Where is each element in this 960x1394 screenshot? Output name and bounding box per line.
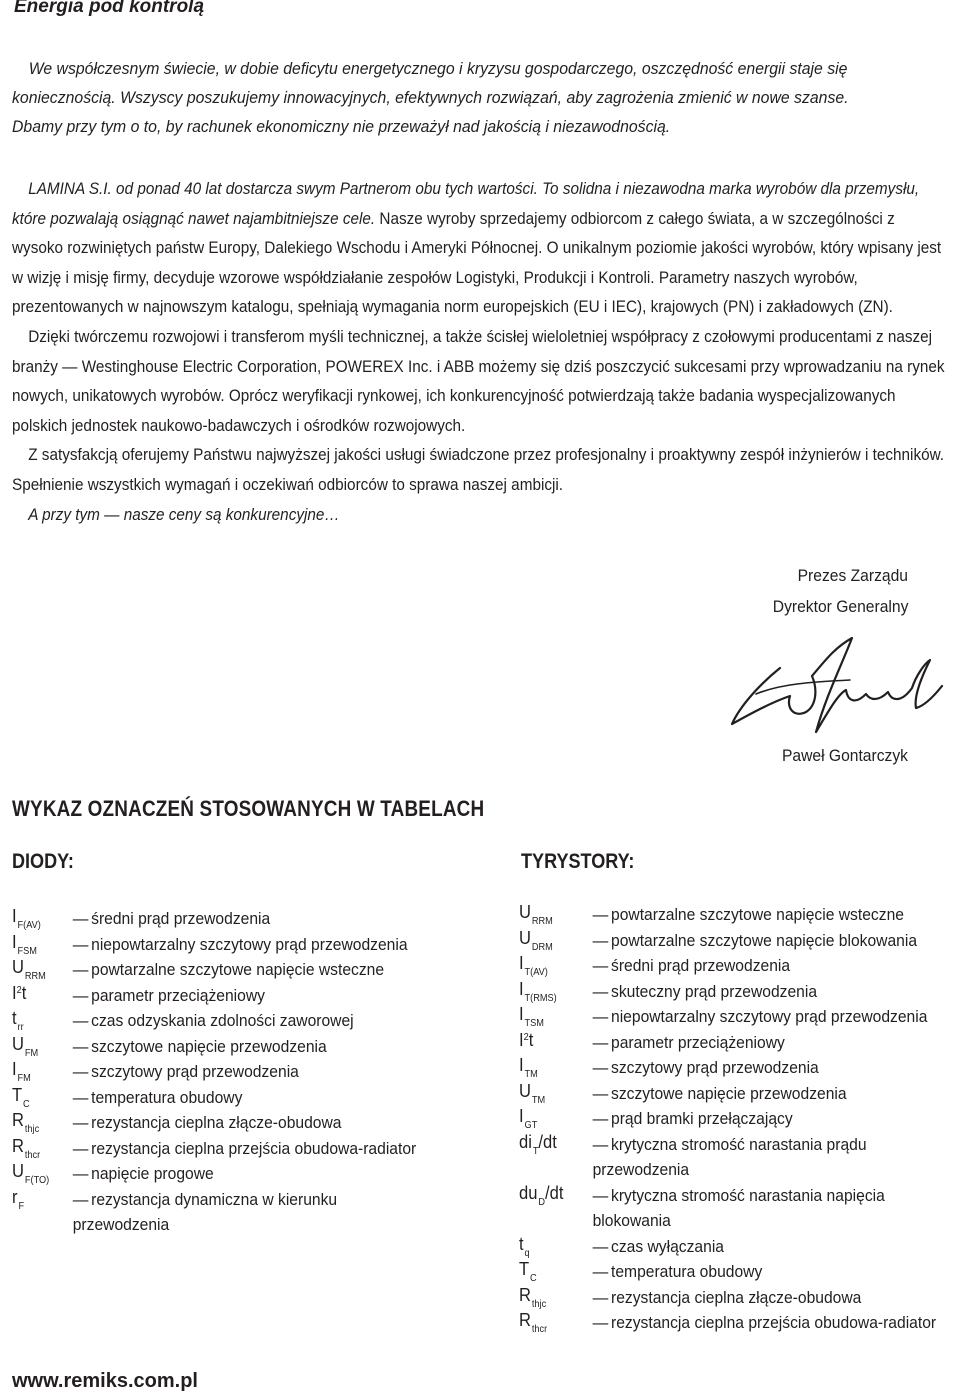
description: ― temperatura obudowy — [72, 1087, 243, 1107]
symbol: $I_{GT}$ — [519, 1106, 538, 1131]
signature-role-1: Prezes Zarządu — [797, 566, 908, 585]
description: ― skuteczny prąd przewodzenia — [592, 981, 818, 1001]
body-paragraph-1-rest: Nasze wyroby sprzedajemy odbiorcom z całego świata, a w szczególności z wysoko rozwiniętych państw Europy, Dalekiego Wschodu i Ameryki Północnej. O unikalnym poziomie jakości wyrobów, który wpisany jest w wizję i misję firmy, decyduje wzorowe współdziałanie zespołów Logistyki, Produkcji i Kontroli. Parametry naszych wyrobów, prezentowanych w najnowszym katalogu, spełniają wymagania norm europejskich (EU i IEC), krajowych (PN) i zakładowych (ZN). — [12, 208, 942, 317]
symbol: $I_{TM}$ — [519, 1055, 538, 1080]
legend-row — [519, 953, 951, 979]
description: ― czas odzyskania zdolności zaworowej — [72, 1011, 354, 1030]
legend-row — [12, 1085, 444, 1111]
tyrystory-legend — [519, 902, 951, 1336]
legend-row — [12, 957, 444, 983]
diody-heading: DIODY: — [12, 850, 74, 873]
description: ― prąd bramki przełączający — [592, 1109, 793, 1128]
description: ― parametr przeciążeniowy — [72, 985, 265, 1005]
symbol: $R_{thjc}$ — [519, 1284, 547, 1310]
description: ― powtarzalne szczytowe napięcie wsteczne — [72, 960, 385, 979]
description: ― szczytowe napięcie przewodzenia — [592, 1083, 847, 1103]
legend-row — [12, 1187, 444, 1238]
description: ― szczytowe napięcie przewodzenia — [72, 1036, 327, 1056]
description: ― szczytowy prąd przewodzenia — [592, 1058, 819, 1077]
legend-row — [12, 1059, 444, 1085]
symbol: $I_{TSM}$ — [519, 1004, 544, 1029]
symbol: $T_C$ — [12, 1084, 30, 1110]
legend-row — [519, 1030, 951, 1056]
description: ― krytyczna stromość narastania napięcia blokowania — [592, 1185, 885, 1230]
legend-row — [519, 1310, 951, 1336]
symbol: $U_{TM}$ — [519, 1080, 546, 1106]
symbol: $r_F$ — [12, 1186, 25, 1212]
legend-row — [12, 1034, 444, 1060]
symbol: $U_{RRM}$ — [12, 957, 46, 982]
description: ― szczytowy prąd przewodzenia — [72, 1062, 299, 1081]
legend-row — [519, 1055, 951, 1081]
legend-row — [519, 902, 951, 928]
description: ― rezystancja dynamiczna w kierunku przewodzenia — [72, 1189, 338, 1234]
body-text — [12, 174, 948, 529]
legend-row — [519, 1081, 951, 1107]
signature-name: Paweł Gontarczyk — [781, 746, 908, 765]
tyrystory-heading: TYRYSTORY: — [521, 850, 635, 873]
signature-role-2: Dyrektor Generalny — [772, 597, 908, 616]
symbol: $t_q$ — [519, 1233, 530, 1259]
description: ― parametr przeciążeniowy — [592, 1032, 785, 1052]
legend-row — [12, 1110, 444, 1136]
legend-row — [519, 1285, 951, 1311]
description: ― rezystancja cieplna przejścia obudowa-radiator — [592, 1313, 937, 1332]
body-paragraph-1-lead: LAMINA S.I. od ponad 40 lat dostarcza swym Partnerom obu tych wartości. — [28, 179, 538, 198]
intro-paragraph-2: Dbamy przy tym o to, by rachunek ekonomiczny nie przeważył nad jakością i niezawodnością. — [12, 117, 671, 136]
description: ― rezystancja cieplna złącze-obudowa — [72, 1113, 342, 1132]
legend-row — [12, 932, 444, 958]
legend-row — [519, 928, 951, 954]
legend-row — [12, 1161, 444, 1187]
website-url: www.remiks.com.pl — [12, 1370, 198, 1392]
body-paragraph-3: Z satysfakcją oferujemy Państwu najwyższej jakości usługi świadczone przez profesjonalny i proaktywny zespół inżynierów i techników. Spełnienie wszystkich wymagań i oczekiwań odbiorców to sprawa naszej ambicji. — [12, 445, 945, 494]
symbol: $I_{FSM}$ — [12, 931, 37, 957]
symbol: $du_D/dt$ — [519, 1182, 564, 1208]
symbol: $I_{F(AV)}$ — [12, 906, 41, 931]
symbol: $R_{thcr}$ — [12, 1135, 41, 1161]
description: ― rezystancja cieplna przejścia obudowa-radiator — [72, 1138, 417, 1158]
diody-legend — [12, 906, 444, 1238]
symbol: $I^2t$ — [12, 982, 27, 1003]
handwritten-signature — [720, 624, 960, 744]
symbol: $I_{T(AV)}$ — [519, 953, 548, 978]
legend-row — [12, 983, 444, 1009]
symbol: $I_{FM}$ — [12, 1059, 31, 1084]
symbol: $R_{thcr}$ — [519, 1310, 548, 1335]
symbol: $U_{DRM}$ — [519, 927, 553, 953]
legend-row — [519, 979, 951, 1005]
description: ― krytyczna stromość narastania prądu przewodzenia — [592, 1134, 867, 1179]
body-paragraph-2: Dzięki twórczemu rozwojowi i transferom myśli technicznej, a także ścisłej wieloletniej współpracy z czołowymi producentami z naszej branży ― Westinghouse Electric Corporation, POWEREX Inc. i ABB możemy się dziś poszczycić sukcesami przy wprowadzaniu na rynek nowych, unikatowych wyrobów. Oprócz weryfikacji rynkowej, ich konkurencyjność potwierdzają także badania wyspecjalizowanych polskich jednostek naukowo-badawczych i ośrodków rozwojowych. — [12, 326, 945, 435]
symbol: $U_{RRM}$ — [519, 902, 553, 927]
description: ― średni prąd przewodzenia — [592, 956, 791, 975]
legend-row — [519, 1259, 951, 1285]
symbol: $U_{F(TO)}$ — [12, 1161, 50, 1186]
symbol: $R_{thjc}$ — [12, 1110, 40, 1135]
intro-paragraph-1: We współczesnym świecie, w dobie deficytu energetycznego i kryzysu gospodarczego, oszczędność energii staje się koniecznością. Wszyscy poszukujemy innowacyjnych, efektywnych rozwiązań, aby zagrożenia zmienić w nowe szanse. — [12, 59, 849, 107]
symbol: $U_{FM}$ — [12, 1033, 39, 1059]
description: ― niepowtarzalny szczytowy prąd przewodzenia — [592, 1007, 928, 1026]
body-paragraph-1-italic: To solidna i niezawodna marka wyrobów dla przemysłu, które pozwalają osiągnąć nawet najambitniejsze cele. — [12, 179, 920, 228]
legend-row — [519, 1183, 951, 1234]
legend-row — [12, 906, 444, 932]
symbol: $t_{rr}$ — [12, 1008, 24, 1033]
intro-text — [12, 54, 886, 141]
legend-row — [519, 1106, 951, 1132]
legend-row — [12, 1008, 444, 1034]
description: ― powtarzalne szczytowe napięcie blokowania — [592, 930, 918, 950]
description: ― napięcie progowe — [72, 1164, 214, 1183]
legend-row — [519, 1004, 951, 1030]
legend-row — [519, 1132, 951, 1183]
symbol: $I_{T(RMS)}$ — [519, 978, 557, 1004]
legend-row — [12, 1136, 444, 1162]
page-title: Energia pod kontrolą — [14, 0, 205, 17]
description: ― średni prąd przewodzenia — [72, 909, 271, 928]
body-paragraph-4: A przy tym ― nasze ceny są konkurencyjne… — [28, 504, 340, 524]
legend-row — [519, 1234, 951, 1260]
body-paragraph-1 — [12, 174, 948, 322]
description: ― powtarzalne szczytowe napięcie wsteczne — [592, 905, 904, 924]
description: ― niepowtarzalny szczytowy prąd przewodzenia — [72, 934, 408, 954]
symbol: $I^2t$ — [519, 1029, 534, 1050]
description: ― rezystancja cieplna złącze-obudowa — [592, 1287, 862, 1307]
section-heading: WYKAZ OZNACZEŃ STOSOWANYCH W TABELACH — [12, 796, 485, 821]
symbol: $di_T/dt$ — [519, 1131, 557, 1157]
description: ― temperatura obudowy — [592, 1262, 763, 1281]
symbol: $T_C$ — [519, 1259, 537, 1284]
description: ― czas wyłączania — [592, 1236, 725, 1256]
